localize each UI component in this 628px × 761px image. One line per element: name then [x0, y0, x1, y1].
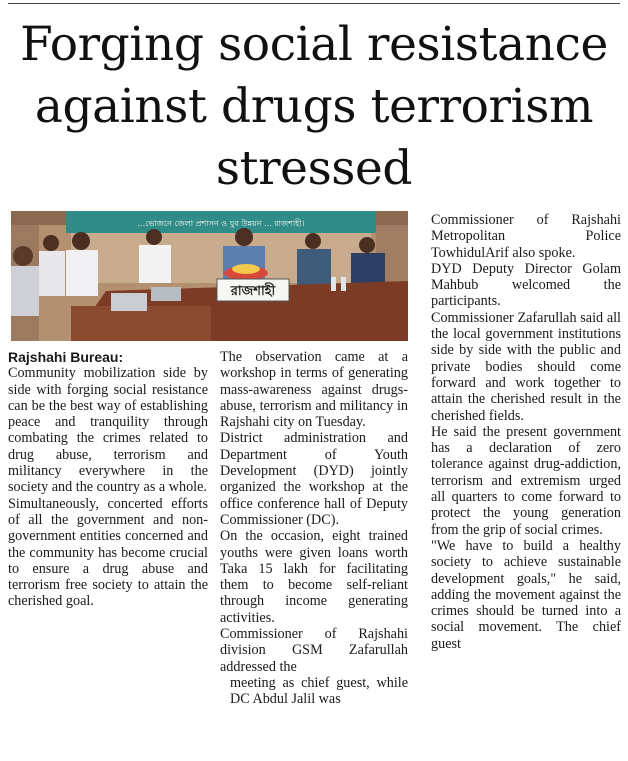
paragraph: The observation came at a workshop in terms of generating mass-awareness against drugs-abuse, terrorism and militancy in Rajshahi city on Tuesday. [220, 349, 408, 431]
paragraph: Community mobilization side by side with forging social resistance can be the best way of establishing peace and tranquility through combating the crimes related to drug abuse, terrorism and militancy everywhere in the society and the country as a whole. [8, 365, 208, 496]
news-photo [11, 211, 408, 341]
paragraph: DYD Deputy Director Golam Mahbub welcomed the participants. [431, 260, 621, 310]
paragraph: District administration and Department of Youth Development (DYD) jointly organized the workshop at the office conference hall of Deputy Commissioner (DC). [220, 430, 408, 528]
headline: Forging social resistance against drugs terrorism stressed [20, 17, 608, 196]
paragraph: meeting as chief guest, while DC Abdul Jalil was [230, 674, 408, 708]
name-sign-text: রাজশাহী [230, 284, 276, 299]
article-column-1 [8, 349, 208, 610]
paragraph: Commissioner of Rajshahi Metropolitan Police TowhidulArif also spoke. [431, 212, 621, 261]
article-column-3 [431, 212, 621, 652]
banner-text: ...ভোজনে জেলা প্রশাসন ও যুব উন্নয়ন ... রাজশাহী। [137, 219, 305, 228]
top-rule [8, 3, 620, 4]
paragraph: On the occasion, eight trained youths were given loans worth Taka 15 lakh for facilitating them to become self-reliant through income generating activities. [220, 528, 408, 626]
article-column-2 [220, 349, 408, 708]
byline: Rajshahi Bureau: [8, 349, 124, 365]
paragraph: Commissioner Zafarullah said all the local government institutions side by side with the public and private bodies should come forward and work together to attain the cherished result in the cherished fields. [431, 309, 621, 424]
paragraph: Simultaneously, concerted efforts of all the government and non-government entities concerned and the community has become crucial to ensure a drug abuse and terrorism free society to attain the cherished goal. [8, 495, 208, 610]
paragraph: "We have to build a healthy society to achieve sustainable development goals," he said, adding the movement against the crimes should be turned into a social movement. The chief guest [431, 537, 621, 652]
paragraph: He said the present government has a declaration of zero tolerance against drug-addiction, terrorism and extremism urged all quarters to come forward to protect the young generation from the grip of social crimes. [431, 423, 621, 538]
paragraph: Commissioner of Rajshahi division GSM Zafarullah addressed the [220, 626, 408, 675]
workshop-photo-illustration [11, 211, 408, 341]
